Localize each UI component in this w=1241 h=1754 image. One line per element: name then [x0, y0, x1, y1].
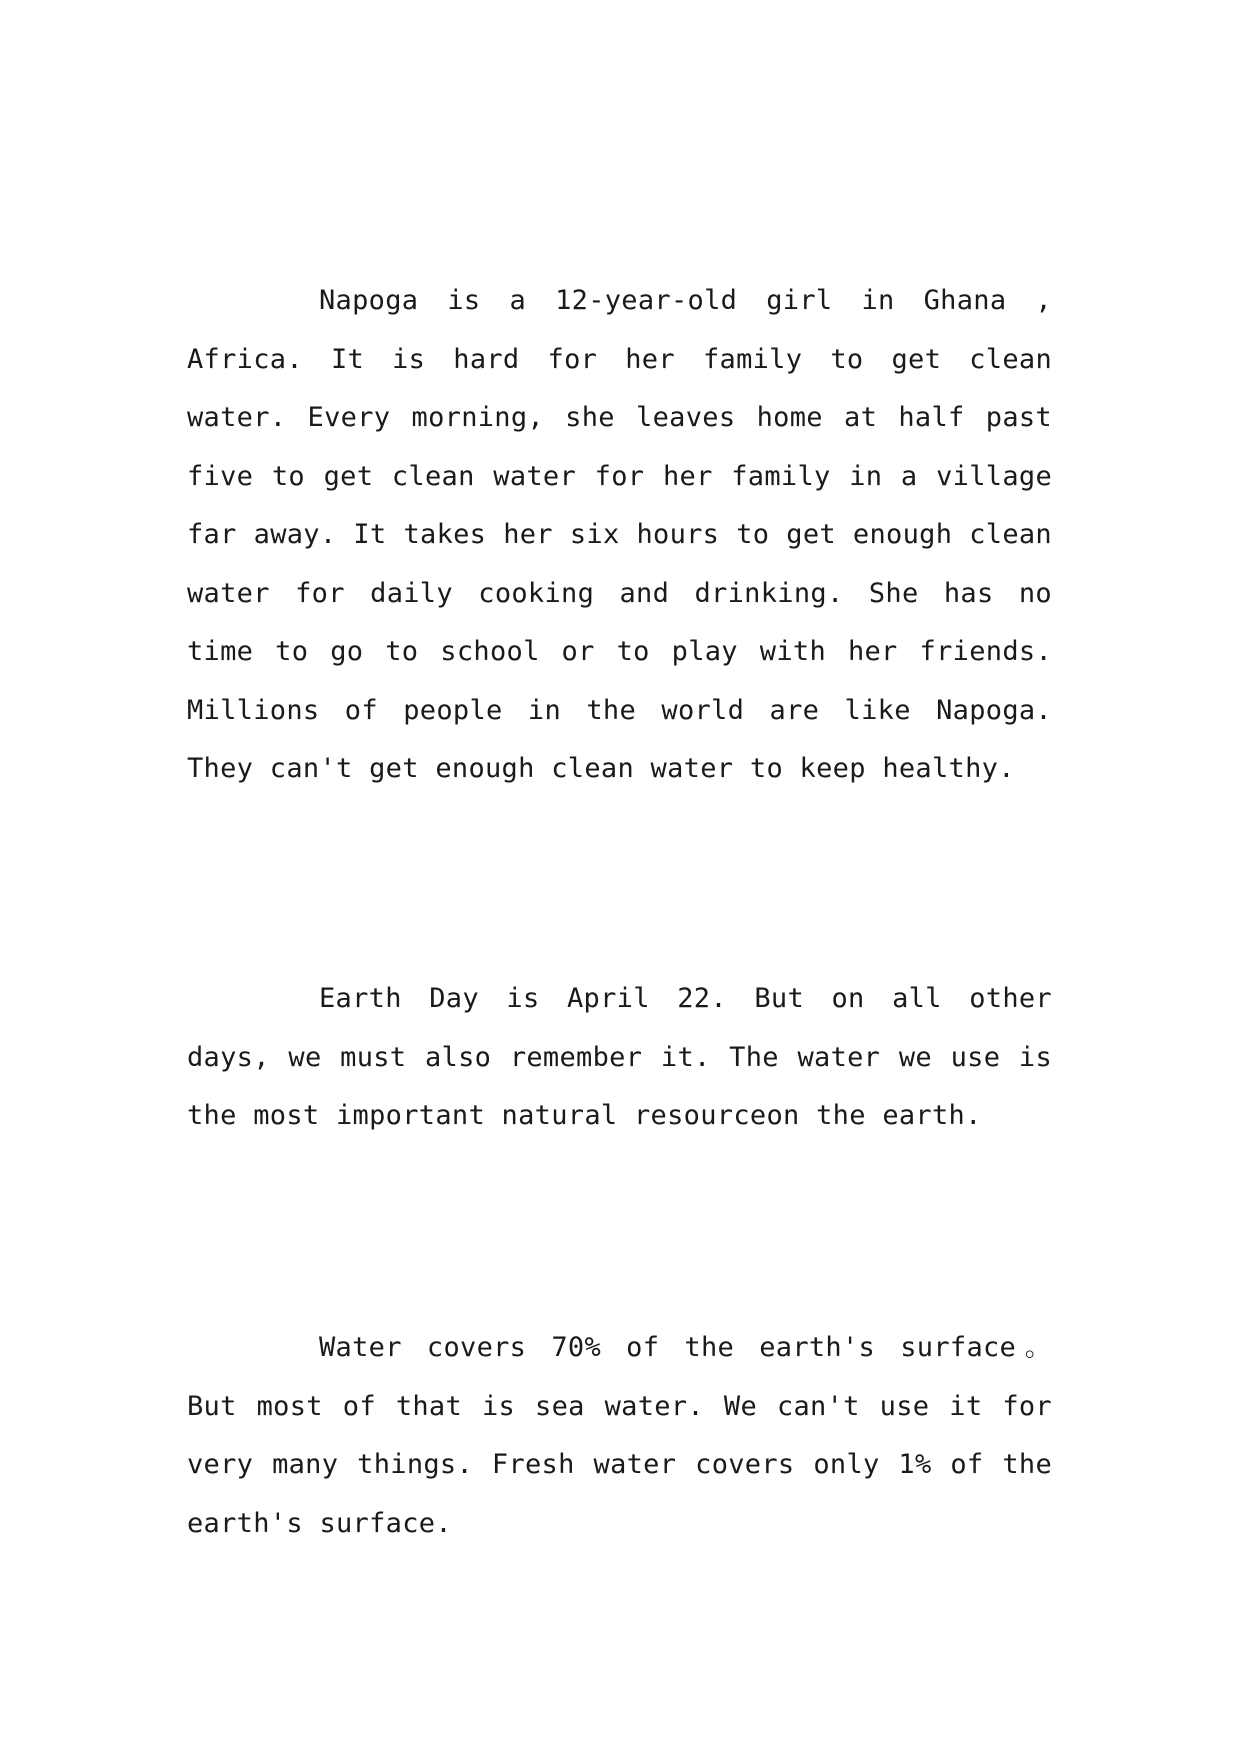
paragraph-water-coverage: Water covers 70% of the earth's surface。 But most of that is sea water. We can't use it for very many things. Fresh water covers only 1% of the earth's surface.	[187, 1332, 1052, 1539]
paragraph-napoga: Napoga is a 12-year-old girl in Ghana , Africa. It is hard for her family to get clean water. Every morning, she leaves home at half past five to get clean water for her family in a village far away. It takes her six hours to get enough clean water for daily cooking and drinking. She has no time to go to school or to play with her friends. Millions of people in the world are like Napoga. They can't get enough clean water to keep healthy.	[187, 285, 1052, 784]
paragraph-earth-day: Earth Day is April 22. But on all other days, we must also remember it. The water we use is the most important natural resourceon the earth.	[187, 983, 1052, 1131]
